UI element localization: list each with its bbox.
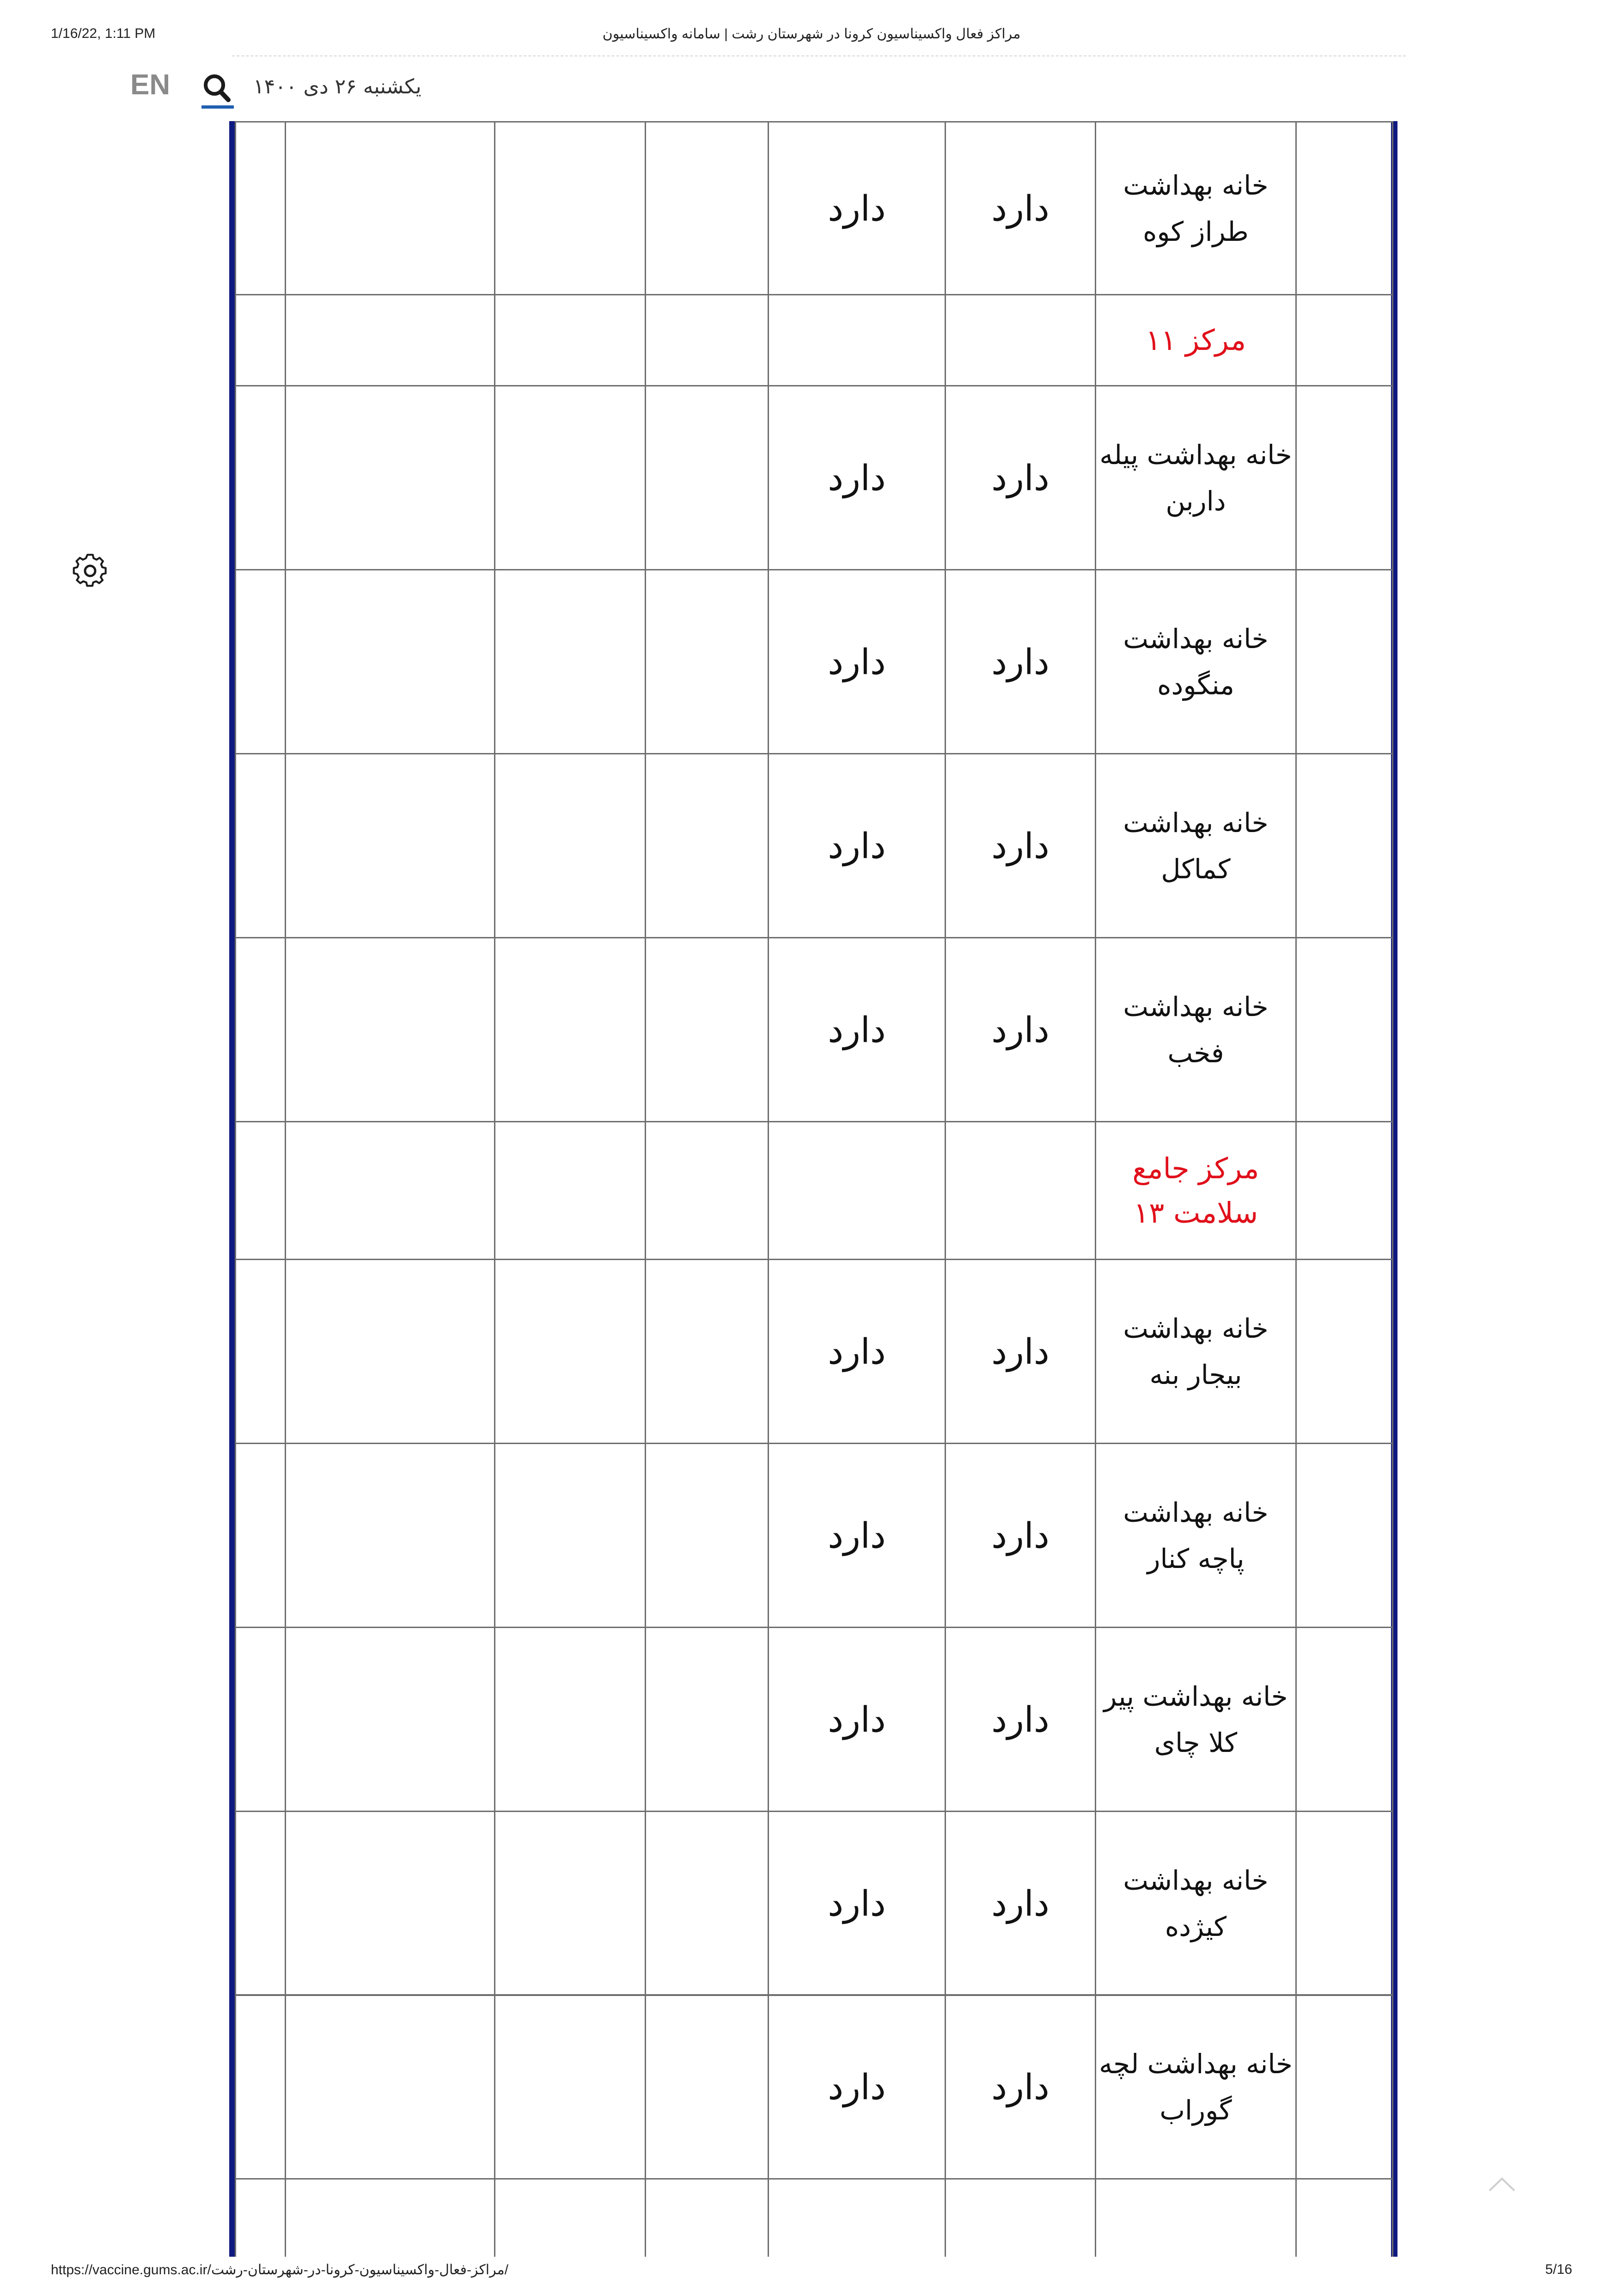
table-cell: [236, 1444, 286, 1628]
table-cell: [1296, 295, 1393, 386]
top-bar: [0, 65, 1623, 116]
center-name: مرکز ۱۱: [1096, 295, 1296, 386]
table-cell: [646, 754, 769, 938]
table-cell: [495, 1628, 646, 1812]
table-cell: [646, 386, 769, 570]
table-cell: [286, 295, 495, 386]
table-cell: [495, 2179, 646, 2257]
facility-name: خانه بهداشت لچه گوراب: [1096, 1995, 1296, 2179]
current-date: یکشنبه ۲۶ دی ۱۴۰۰: [253, 75, 421, 98]
table-row: [236, 2179, 1393, 2257]
facility-name: خانه بهداشت پیله داربن: [1096, 386, 1296, 570]
table-cell: [1296, 1260, 1393, 1444]
table-row: [236, 386, 1393, 570]
availability-cell: دارد: [946, 1812, 1096, 1996]
chevron-up-icon[interactable]: [1486, 2175, 1518, 2193]
table-cell: [1296, 1628, 1393, 1812]
table-cell: [1296, 1812, 1393, 1996]
table-cell: [769, 295, 946, 386]
facility-name: خانه بهداشت طراز کوه: [1096, 122, 1296, 295]
table-cell: [769, 2179, 946, 2257]
table-cell: [495, 295, 646, 386]
table-cell: [646, 1122, 769, 1260]
table-cell: [236, 1812, 286, 1996]
table-cell: [1296, 2179, 1393, 2257]
table-cell: [646, 295, 769, 386]
table-cell: [646, 1444, 769, 1628]
availability-cell: دارد: [946, 1260, 1096, 1444]
availability-cell: دارد: [946, 938, 1096, 1122]
table-cell: [286, 1122, 495, 1260]
availability-cell: دارد: [769, 1628, 946, 1812]
content-frame: [229, 121, 1397, 2257]
table-cell: [646, 938, 769, 1122]
table-cell: [286, 386, 495, 570]
table-cell: [286, 754, 495, 938]
gear-icon[interactable]: [69, 550, 111, 592]
table-cell: [236, 938, 286, 1122]
table-cell: [495, 938, 646, 1122]
availability-cell: دارد: [769, 122, 946, 295]
table-cell: [495, 1444, 646, 1628]
availability-cell: دارد: [946, 1628, 1096, 1812]
table-cell: [946, 2179, 1096, 2257]
table-row: [236, 295, 1393, 386]
center-name: مرکز جامع سلامت ۱۳: [1096, 1122, 1296, 1260]
facility-name: خانه بهداشت کماکل: [1096, 754, 1296, 938]
table-cell: [1296, 570, 1393, 754]
availability-cell: دارد: [769, 938, 946, 1122]
table-cell: [646, 1628, 769, 1812]
table-cell: [646, 1812, 769, 1996]
table-cell: [286, 1628, 495, 1812]
page-number: 5/16: [1545, 2262, 1572, 2277]
availability-cell: دارد: [769, 1444, 946, 1628]
table-cell: [495, 570, 646, 754]
table-cell: [236, 1122, 286, 1260]
table-cell: [1296, 122, 1393, 295]
availability-cell: دارد: [946, 1995, 1096, 2179]
print-footer: [0, 2262, 1623, 2285]
facility-name: خانه بهداشت کیژده: [1096, 1812, 1296, 1996]
table-cell: [286, 2179, 495, 2257]
table-row: [236, 570, 1393, 754]
table-cell: [1096, 2179, 1296, 2257]
availability-cell: دارد: [769, 1995, 946, 2179]
table-row: [236, 1812, 1393, 1996]
table-cell: [646, 570, 769, 754]
table-cell: [1296, 1444, 1393, 1628]
table-row: [236, 1995, 1393, 2179]
facility-name: خانه بهداشت فخب: [1096, 938, 1296, 1122]
table-cell: [946, 1122, 1096, 1260]
table-cell: [495, 1122, 646, 1260]
page-url: https://vaccine.gums.ac.ir/مراکز-فعال-واکسیناسیون-کرونا-در-شهرستان-رشت/: [51, 2262, 509, 2278]
print-header: [0, 24, 1623, 47]
facility-name: خانه بهداشت بیجار بنه: [1096, 1260, 1296, 1444]
table-cell: [286, 122, 495, 295]
table-cell: [946, 295, 1096, 386]
vaccination-centers-table: [235, 121, 1393, 1996]
table-cell: [236, 1260, 286, 1444]
print-page-title: مراکز فعال واکسیناسیون کرونا در شهرستان رشت | سامانه واکسیناسیون: [602, 26, 1021, 42]
availability-cell: دارد: [946, 1444, 1096, 1628]
table-cell: [236, 295, 286, 386]
table-cell: [286, 1995, 495, 2179]
table-cell: [1296, 386, 1393, 570]
table-cell: [495, 122, 646, 295]
table-row: [236, 1122, 1393, 1260]
table-row: [236, 1628, 1393, 1812]
header-divider: [232, 55, 1406, 56]
search-icon[interactable]: [200, 71, 237, 110]
table-cell: [236, 386, 286, 570]
table-cell: [236, 1628, 286, 1812]
table-cell: [1296, 754, 1393, 938]
table-cell: [1296, 938, 1393, 1122]
table-cell: [236, 570, 286, 754]
availability-cell: دارد: [769, 754, 946, 938]
table-cell: [286, 938, 495, 1122]
table-cell: [286, 570, 495, 754]
availability-cell: دارد: [946, 754, 1096, 938]
table-cell: [286, 1260, 495, 1444]
table-cell: [286, 1444, 495, 1628]
table-cell: [286, 1812, 495, 1996]
availability-cell: دارد: [769, 386, 946, 570]
table-row: [236, 938, 1393, 1122]
table-cell: [769, 1122, 946, 1260]
table-row: [236, 754, 1393, 938]
table-row: [236, 1444, 1393, 1628]
table-cell: [646, 2179, 769, 2257]
table-cell: [236, 1995, 286, 2179]
facility-name: خانه بهداشت پاچه کنار: [1096, 1444, 1296, 1628]
table-row: [236, 122, 1393, 295]
table-cell: [646, 122, 769, 295]
table-row: [236, 1260, 1393, 1444]
table-cell: [236, 122, 286, 295]
availability-cell: دارد: [946, 122, 1096, 295]
table-cell: [646, 1260, 769, 1444]
table-cell: [1296, 1122, 1393, 1260]
table-cell: [236, 754, 286, 938]
facility-name: خانه بهداشت پیر کلا چای: [1096, 1628, 1296, 1812]
table-cell: [495, 1812, 646, 1996]
facility-name: خانه بهداشت منگوده: [1096, 570, 1296, 754]
availability-cell: دارد: [769, 1812, 946, 1996]
print-timestamp: 1/16/22, 1:11 PM: [51, 26, 156, 41]
table-cell: [495, 754, 646, 938]
table-cell: [236, 2179, 286, 2257]
language-switch[interactable]: EN: [130, 69, 171, 101]
table-cell: [646, 1995, 769, 2179]
availability-cell: دارد: [769, 570, 946, 754]
table-cell: [495, 1995, 646, 2179]
vaccination-centers-table-continued: [235, 1994, 1393, 2257]
table-cell: [1296, 1995, 1393, 2179]
availability-cell: دارد: [946, 386, 1096, 570]
table-cell: [495, 1260, 646, 1444]
availability-cell: دارد: [946, 570, 1096, 754]
availability-cell: دارد: [769, 1260, 946, 1444]
table-cell: [495, 386, 646, 570]
